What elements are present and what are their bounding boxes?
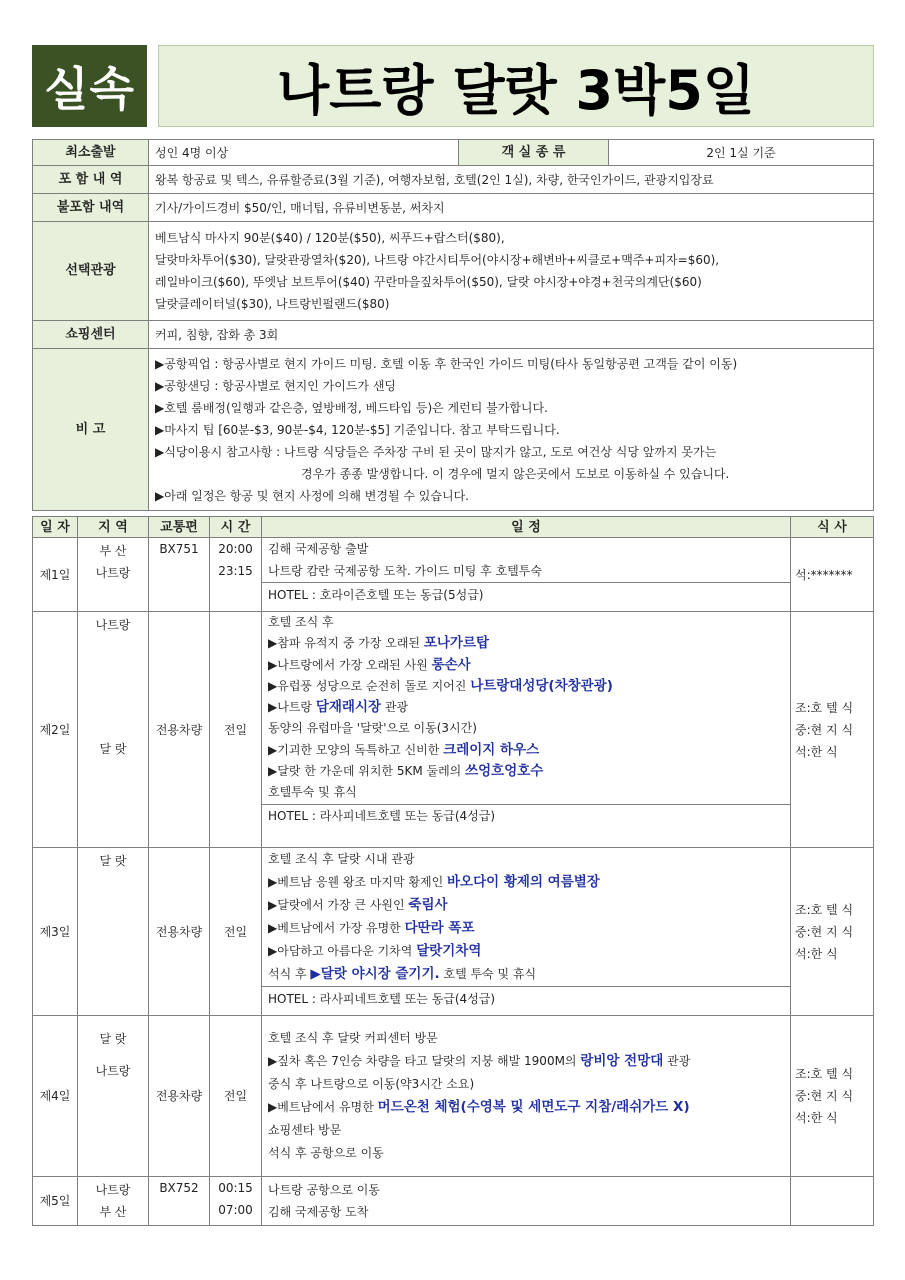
itinerary-cell [262, 538, 791, 612]
highlight-text: 크레이지 하우스 [443, 741, 540, 758]
time-value: 07:00 [218, 1203, 253, 1217]
min-departure-value: 성인 4명 이상 [149, 140, 459, 166]
time-value: 00:15 [218, 1181, 253, 1195]
day-row [33, 848, 874, 1016]
column-header-day: 일 자 [33, 517, 78, 538]
meal-line: 석:한 식 [795, 744, 838, 759]
region-name: 나트랑 [95, 1064, 131, 1078]
room-type-value: 2인 1실 기준 [609, 140, 874, 166]
time-value: 23:15 [218, 564, 253, 578]
region-name: 나트랑 [95, 566, 131, 580]
info-table [32, 139, 874, 511]
page-title: 나트랑 달랏 3박5일 [158, 45, 874, 127]
meal-line: 석:한 식 [795, 946, 838, 961]
itinerary-line: 중식 후 나트랑으로 이동(약3시간 소요) [268, 1077, 475, 1091]
transport-cell: BX751 [149, 538, 210, 612]
note-line: ▶마사지 팁 [60분-$3, 90분-$4, 120분-$5] 기준입니다. 참고 부탁드립니다. [155, 422, 560, 437]
schedule-table [32, 516, 874, 1226]
itinerary-line: ▶달랏에서 가장 큰 사원인 죽림사 [268, 897, 448, 913]
highlight-text: 머드온천 체험(수영복 및 세면도구 지참/래쉬가드 X) [377, 1099, 690, 1115]
day-label: 제2일 [33, 612, 78, 848]
itinerary-line: ▶나트랑 담재래시장 관광 [268, 699, 409, 716]
meal-cell [791, 612, 874, 848]
highlight-text: ▶달랏 야시장 즐기기. [310, 966, 440, 982]
optional-tour-line: 레일바이크($60), 뚜엣남 보트투어($40) 꾸란마을짚차투어($50), 달랏 야시장+야경+천국의계단($60) [155, 275, 702, 289]
day-row [33, 1016, 874, 1177]
day-label: 제4일 [33, 1016, 78, 1177]
region-cell [78, 612, 149, 848]
itinerary-line: ▶달랏 한 가운데 위치한 5KM 둘레의 쓰엉흐엉호수 [268, 763, 544, 780]
note-line: ▶호텔 룸배정(일행과 같은층, 옆방배정, 베드타입 등)은 게런티 불가합니다. [155, 400, 548, 415]
included-value: 왕복 항공료 및 텍스, 유류할증료(3월 기준), 여행자보험, 호텔(2인 1실), 차량, 한국인가이드, 관광지입장료 [149, 166, 874, 194]
region-name: 달 랏 [99, 742, 127, 756]
meal-line: 석:******* [795, 567, 853, 582]
itinerary-line: 호텔 조식 후 달랏 커피센터 방문 [268, 1031, 438, 1045]
region-name: 달 랏 [99, 854, 127, 868]
time-value: 20:00 [218, 542, 253, 556]
itinerary-line: 호텔투숙 및 휴식 [268, 785, 357, 800]
notes-list [149, 349, 874, 511]
transport-cell: BX752 [149, 1177, 210, 1226]
time-cell: 전일 [210, 612, 262, 848]
time-cell: 전일 [210, 848, 262, 1016]
region-name: 부 산 [99, 1205, 127, 1219]
note-line: ▶식당이용시 참고사항 : 나트랑 식당들은 주차장 구비 된 곳이 많지가 않고, 도로 여건상 식당 앞까지 못가는 [155, 444, 717, 459]
itinerary-line: ▶베트남 응웬 왕조 마지막 황제인 바오다이 황제의 여름별장 [268, 874, 600, 890]
itinerary-cell [262, 612, 791, 848]
meal-line: 중:현 지 식 [795, 924, 854, 939]
notes-label: 비 고 [33, 349, 149, 511]
meal-line: 조:호 텔 식 [795, 1067, 854, 1081]
room-type-label: 객 실 종 류 [459, 140, 609, 166]
region-cell [78, 1016, 149, 1177]
transport-cell: 전용차량 [149, 612, 210, 848]
note-line: ▶아래 일정은 항공 및 현지 사정에 의해 변경될 수 있습니다. [155, 488, 469, 503]
hotel-line: HOTEL : 라사피네트호텔 또는 동급(4성급) [262, 804, 790, 828]
itinerary-line: 호텔 조식 후 달랏 시내 관광 [268, 852, 415, 866]
time-cell [210, 1177, 262, 1226]
itinerary-line: ▶나트랑에서 가장 오래된 사원 롱손사 [268, 656, 471, 673]
itinerary-cell [262, 1016, 791, 1177]
optional-tour-line: 달랏마차투어($30), 달랏관광열차($20), 나트랑 야간시티투어(야시장+해변바+씨클로+맥주+피자=$60), [155, 253, 720, 267]
itinerary-line: 김해 국제공항 도착 [268, 1205, 369, 1219]
day-label: 제5일 [33, 1177, 78, 1226]
region-cell [78, 848, 149, 1016]
itinerary-line: ▶기괴한 모양의 독특하고 신비한 크레이지 하우스 [268, 741, 540, 758]
column-header-meal: 식 사 [791, 517, 874, 538]
itinerary-line: 김해 국제공항 출발 [268, 542, 369, 556]
highlight-text: 랑비앙 전망대 [580, 1053, 664, 1069]
region-name: 부 산 [99, 544, 127, 558]
itinerary-line: 석식 후 공항으로 이동 [268, 1146, 384, 1160]
meal-cell [791, 538, 874, 612]
shopping-value: 커피, 침향, 잡화 총 3회 [149, 321, 874, 349]
itinerary-line: ▶유럽풍 성당으로 순전히 돌로 지어진 나트랑대성당(차창관광) [268, 677, 613, 694]
optional-tours-list [149, 222, 874, 321]
highlight-text: 죽림사 [408, 897, 448, 913]
day-label: 제3일 [33, 848, 78, 1016]
region-name: 나트랑 [95, 1183, 131, 1197]
meal-line: 중:현 지 식 [795, 1089, 854, 1103]
highlight-text: 쓰엉흐엉호수 [465, 763, 544, 780]
itinerary-cell [262, 1177, 791, 1226]
transport-cell: 전용차량 [149, 848, 210, 1016]
meal-cell [791, 1177, 874, 1226]
itinerary-line: 나트랑 캄란 국제공항 도착. 가이드 미팅 후 호텔투숙 [268, 564, 542, 578]
time-cell [210, 538, 262, 612]
min-departure-label: 최소출발 [33, 140, 149, 166]
day-label: 제1일 [33, 538, 78, 612]
region-cell [78, 1177, 149, 1226]
meal-line: 조:호 텔 식 [795, 700, 854, 715]
hotel-line: HOTEL : 라사피네트호텔 또는 동급(4성급) [262, 986, 790, 1011]
column-header-region: 지 역 [78, 517, 149, 538]
meal-cell [791, 848, 874, 1016]
optional-tours-label: 선택관광 [33, 222, 149, 321]
day-row [33, 538, 874, 612]
highlight-text: 포나가르탑 [423, 635, 490, 652]
time-cell: 전일 [210, 1016, 262, 1177]
region-cell [78, 538, 149, 612]
column-header-time: 시 간 [210, 517, 262, 538]
itinerary-line: 호텔 조식 후 [268, 615, 334, 629]
itinerary-line: 쇼핑센타 방문 [268, 1123, 342, 1137]
column-header-itinerary: 일 정 [262, 517, 791, 538]
meal-cell [791, 1016, 874, 1177]
itinerary-line: 석식 후 ▶달랏 야시장 즐기기. 호텔 투숙 및 휴식 [268, 966, 537, 982]
meal-line: 조:호 텔 식 [795, 902, 854, 917]
note-line: ▶공항샌딩 : 항공사별로 현지인 가이드가 샌딩 [155, 378, 397, 393]
itinerary-line: 나트랑 공항으로 이동 [268, 1183, 380, 1197]
highlight-text: 나트랑대성당(차창관광) [470, 677, 613, 694]
highlight-text: 바오다이 황제의 여름별장 [447, 874, 600, 890]
itinerary-line: ▶아담하고 아름다운 기차역 달랏기차역 [268, 943, 482, 959]
optional-tour-line: 달랏클레이터널($30), 나트랑빈펄랜드($80) [155, 297, 390, 311]
itinerary-line: ▶참파 유적지 중 가장 오래된 포나가르탑 [268, 635, 490, 652]
meal-line: 중:현 지 식 [795, 722, 854, 737]
itinerary-line: ▶베트남에서 가장 유명한 다딴라 폭포 [268, 920, 475, 936]
badge-label: 실속 [32, 45, 147, 127]
meal-line: 석:한 식 [795, 1111, 838, 1125]
excluded-value: 기사/가이드경비 $50/인, 매너팁, 유류비변동분, 써차지 [149, 194, 874, 222]
hotel-line: HOTEL : 호라이즌호텔 또는 동급(5성급) [262, 582, 790, 607]
highlight-text: 롱손사 [431, 656, 471, 673]
excluded-label: 불포함 내역 [33, 194, 149, 222]
included-label: 포 함 내 역 [33, 166, 149, 194]
highlight-text: 달랏기차역 [416, 943, 482, 959]
itinerary-line: ▶짚차 혹은 7인승 차량을 타고 달랏의 지붕 해발 1900M의 랑비앙 전망대 관광 [268, 1053, 691, 1069]
region-name: 나트랑 [95, 618, 131, 632]
highlight-text: 담재래시장 [315, 699, 382, 716]
optional-tour-line: 베트남식 마사지 90분($40) / 120분($50), 씨푸드+랍스터($80), [155, 231, 505, 245]
column-header-transport: 교통편 [149, 517, 210, 538]
day-row [33, 612, 874, 848]
itinerary-line: 동양의 유럽마을 '달랏'으로 이동(3시간) [268, 721, 477, 736]
day-row [33, 1177, 874, 1226]
itinerary-line: ▶베트남에서 유명한 머드온천 체험(수영복 및 세면도구 지참/래쉬가드 X) [268, 1099, 690, 1115]
shopping-label: 쇼핑센터 [33, 321, 149, 349]
itinerary-cell [262, 848, 791, 1016]
highlight-text: 다딴라 폭포 [404, 920, 475, 936]
note-line: ▶공항픽업 : 항공사별로 현지 가이드 미팅. 호텔 이동 후 한국인 가이드 미팅(타사 동일항공편 고객들 같이 이동) [155, 356, 738, 371]
region-name: 달 랏 [99, 1032, 127, 1046]
transport-cell: 전용차량 [149, 1016, 210, 1177]
note-line: 경우가 종종 발생합니다. 이 경우에 멀지 않은곳에서 도보로 이동하실 수 있습니다. [301, 466, 730, 481]
